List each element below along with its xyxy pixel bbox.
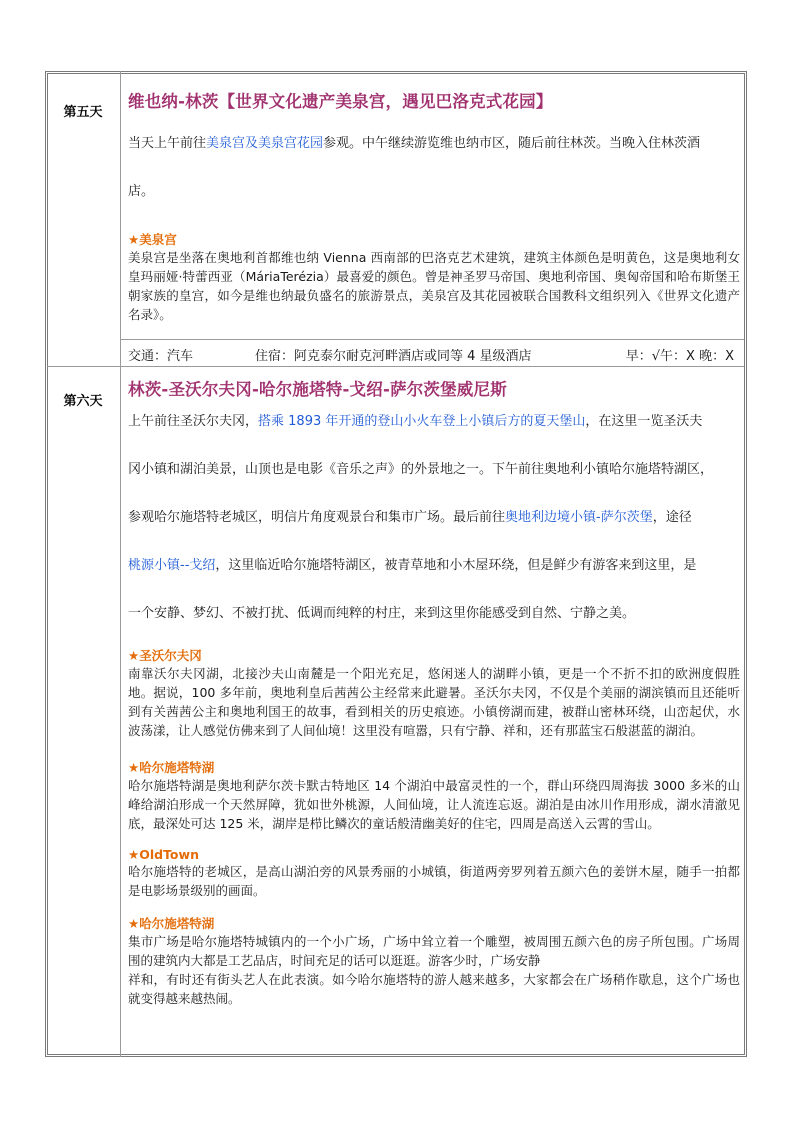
day6-text: 冈小镇和湖泊美景，山顶也是电影《音乐之声》的外景地之一。下午前往奥地利小镇哈尔施塔特湖区，: [128, 462, 714, 477]
day5-intro-text: 当天上午前往: [128, 136, 207, 151]
day6-section-3: [128, 847, 740, 900]
section-heading: ★圣沃尔夫冈: [128, 648, 202, 663]
day6-label: 第六天: [63, 394, 103, 409]
day6-title: 林茨-圣沃尔夫冈-哈尔施塔特-戈绍-萨尔茨堡威尼斯: [128, 380, 507, 399]
day6-text: ，途径: [652, 510, 692, 525]
day6-link-gosau[interactable]: 桃源小镇--戈绍: [128, 558, 216, 573]
day5-section-1: [128, 230, 740, 324]
day5-intro: [128, 120, 740, 216]
section-text: 美泉宫是坐落在奥地利首都维也纳 Vienna 西南部的巴洛克艺术建筑，建筑主体颜色是明黄色，这是奥地利女皇玛丽娅·特蕾西亚（MáriaTerézia）最喜爱的颜色。曾是神圣罗马帝国、奥地利帝国、奥匈帝国和哈布斯堡王朝家族的皇宫，如今是维也纳最负盛名的旅游景点，美泉宫及其花园被联合国教科文组织列入《世界文化遗产名录》。: [128, 250, 740, 322]
day6-text: 一个安静、梦幻、不被打扰、低调而纯粹的村庄，来到这里你能感受到自然、宁静之美。: [128, 606, 636, 621]
section-text: 集市广场是哈尔施塔特城镇内的一个小广场，广场中耸立着一个雕塑，被周围五颜六色的房子所包围。广场周围的建筑内大都是工艺品店，时间充足的话可以逛逛。游客少时，广场安静: [128, 934, 740, 968]
section-heading: ★哈尔施塔特湖: [128, 916, 215, 931]
section-text: 哈尔施塔特的老城区，是高山湖泊旁的风景秀丽的小城镇，街道两旁罗列着五颜六色的姜饼木屋，随手一拍都是电影场景级别的画面。: [128, 864, 740, 898]
section-text: 南靠沃尔夫冈湖，北接沙夫山南麓是一个阳光充足，悠闲迷人的湖畔小镇，更是一个不折不扣的欧洲度假胜地。据说，100 多年前，奥地利皇后茜茜公主经常来此避暑。圣沃尔夫冈，不仅是个美丽的湖滨镇而且还能听到有关茜茜公主和奥地利国王的故事，看到相关的历史痕迹。小镇傍湖而建，被群山密林环绕，山峦起伏，水波荡漾，让人感觉仿佛来到了人间仙境！这里没有喧嚣，只有宁静、祥和，还有那蓝宝石般湛蓝的湖泊。: [128, 666, 740, 738]
day6-text: ，在这里一览圣沃夫: [585, 414, 703, 429]
row-divider-transport: [120, 339, 744, 340]
day6-content: [128, 376, 740, 1008]
day6-section-2: [128, 758, 740, 833]
day6-section-4: [128, 914, 740, 1008]
section-heading: ★哈尔施塔特湖: [128, 760, 215, 775]
day6-text: 参观哈尔施塔特老城区，明信片角度观景台和集市广场。最后前往: [128, 510, 506, 525]
day5-intro-text-2: 参观。中午继续游览维也纳市区，随后前往林茨。当晚入住林茨酒: [323, 136, 701, 151]
column-divider: [120, 71, 121, 1057]
section-heading: ★美泉宫: [128, 232, 177, 247]
day5-intro-line2: 店。: [128, 184, 155, 199]
day6-section-1: [128, 646, 740, 740]
section-text: 哈尔施塔特湖是奥地利萨尔茨卡默古特地区 14 个湖泊中最富灵性的一个，群山环绕四周海拔 3000 多米的山峰给湖泊形成一个天然屏障，犹如世外桃源，人间仙境，让人流连忘返。湖泊是由冰川作用形成，湖水清澈见底，最深处可达 125 米，湖岸是栉比鳞次的童话般清幽美好的住宅，四周是高送入云霄的雪山。: [128, 778, 740, 831]
day6-link-salzburg[interactable]: 奥地利边境小镇-萨尔茨堡: [505, 510, 653, 525]
day6-text: 上午前往圣沃尔夫冈，: [128, 414, 259, 429]
section-text-2: 祥和，有时还有街头艺人在此表演。如今哈尔施塔特的游人越来越多，大家都会在广场稍作歇息，这个广场也就变得越来越热闹。: [128, 972, 740, 1006]
section-heading: ★OldTown: [128, 847, 199, 862]
day5-intro-link[interactable]: 美泉宫及美泉宫花园: [206, 136, 324, 151]
transport-info: 交通：汽车: [128, 349, 194, 364]
day6-text: ，这里临近哈尔施塔特湖区，被青草地和小木屋环绕，但是鲜少有游客来到这里，是: [215, 558, 697, 573]
meal-info: 早：√午：X 晚：X: [625, 349, 734, 364]
row-divider-day6: [47, 366, 744, 367]
hotel-info: 住宿：阿克泰尔耐克河畔酒店或同等 4 星级酒店: [255, 349, 532, 364]
day5-label: 第五天: [63, 105, 103, 120]
day5-content: [128, 88, 740, 324]
day5-title: 维也纳-林茨【世界文化遗产美泉宫，遇见巴洛克式花园】: [128, 92, 553, 111]
day6-intro: [128, 398, 740, 638]
day6-link-train[interactable]: 搭乘 1893 年开通的登山小火车登上小镇后方的夏天堡山: [258, 414, 586, 429]
